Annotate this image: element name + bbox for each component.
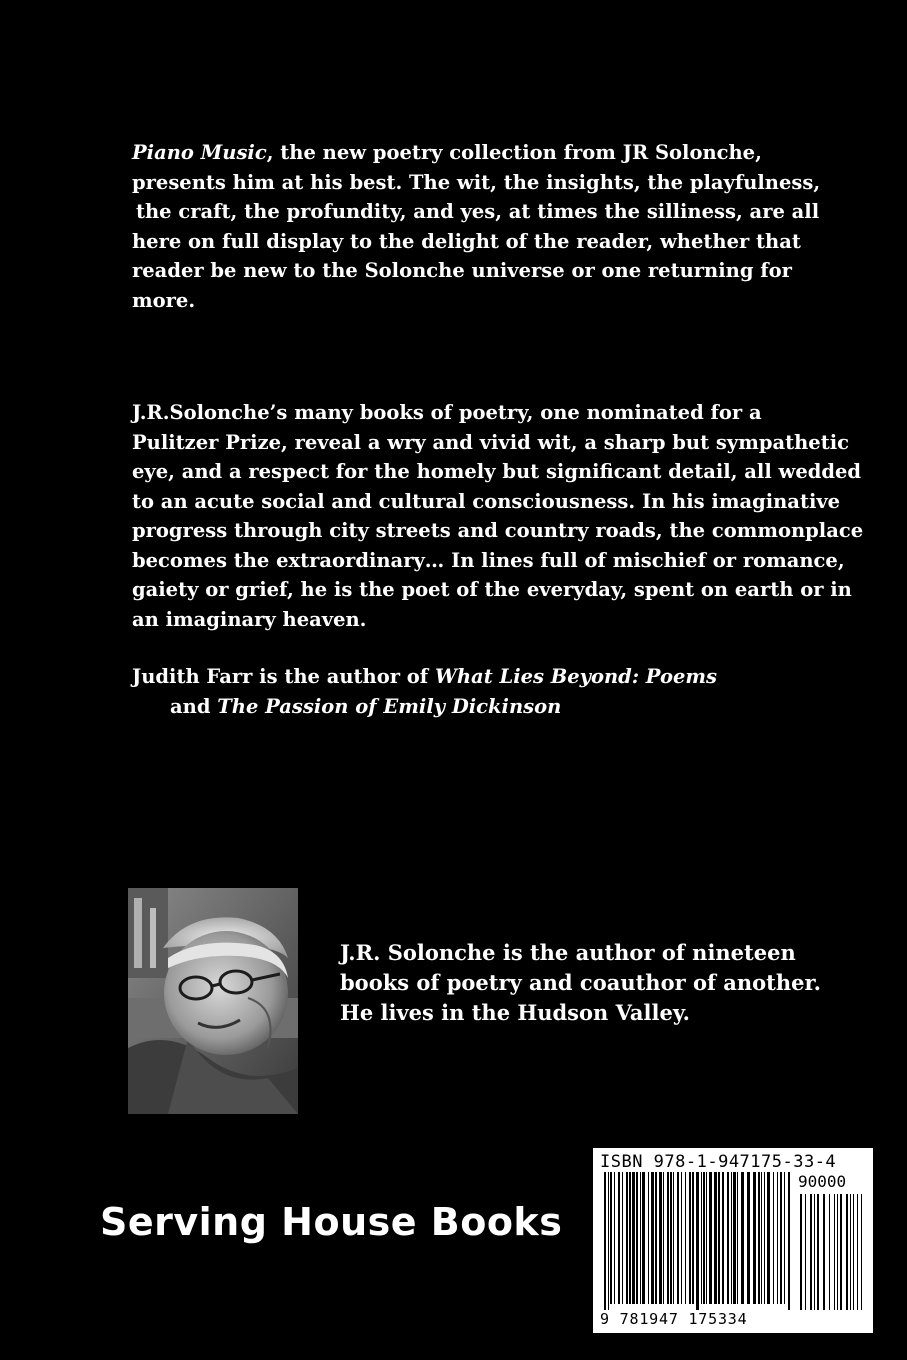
barcode-bar xyxy=(703,1172,705,1304)
barcode-bar xyxy=(632,1172,635,1304)
blurb-line: presents him at his best. The wit, the insights, the playfulness, xyxy=(132,170,821,194)
addon-bar xyxy=(834,1194,835,1310)
blurb-line: more. xyxy=(132,288,196,312)
barcode-bar xyxy=(764,1172,765,1304)
book-title: Piano Music xyxy=(132,141,267,164)
barcode-bar xyxy=(692,1172,694,1304)
addon-bar xyxy=(817,1194,819,1310)
addon-bar xyxy=(861,1194,862,1310)
barcode-bar xyxy=(604,1172,606,1310)
praise-line: becomes the extraordinary… In lines full of mischief or romance, xyxy=(132,548,845,572)
praise-line: gaiety or grief, he is the poet of the everyday, spent on earth or in xyxy=(132,578,852,601)
praise-line: Pulitzer Prize, reveal a wry and vivid wit, a sharp but sympathetic xyxy=(132,430,849,454)
addon-bar xyxy=(846,1194,848,1310)
attribution-book-2: The Passion of Emily Dickinson xyxy=(217,694,562,718)
barcode-bar xyxy=(731,1172,732,1304)
barcode-bar xyxy=(659,1172,662,1304)
barcode-bar xyxy=(618,1172,620,1304)
attribution-and: and xyxy=(170,694,218,718)
barcode-bar xyxy=(696,1172,699,1310)
praise-paragraph xyxy=(132,398,864,634)
barcode-bar xyxy=(706,1172,707,1304)
praise-line: progress through city streets and country roads, the commonplace xyxy=(132,519,864,542)
bio-line: J.R. Solonche is the author of nineteen xyxy=(340,940,796,965)
barcode-bar xyxy=(767,1172,770,1304)
barcode-bar xyxy=(747,1172,750,1304)
blurb-line xyxy=(132,138,832,168)
addon-bar xyxy=(814,1194,815,1310)
bio-line: He lives in the Hudson Valley. xyxy=(340,1000,690,1025)
addon-bar xyxy=(829,1194,830,1310)
addon-bar xyxy=(805,1194,806,1310)
barcode-bar xyxy=(626,1172,628,1304)
barcode-bar xyxy=(709,1172,712,1304)
barcode-bar xyxy=(788,1172,790,1310)
barcode-bar xyxy=(655,1172,657,1304)
addon-bar xyxy=(853,1194,854,1310)
author-bio xyxy=(340,938,821,1028)
barcode-bar xyxy=(629,1172,631,1304)
attribution-prefix: Judith Farr is the author of xyxy=(132,665,435,688)
attribution-line xyxy=(132,662,832,692)
barcode-bar xyxy=(608,1172,609,1310)
barcode-bar xyxy=(777,1172,778,1304)
barcode-bar xyxy=(673,1172,674,1304)
barcode-bar xyxy=(780,1172,782,1304)
barcode-bar xyxy=(622,1172,623,1304)
barcode-bar xyxy=(714,1172,717,1304)
barcode-bar xyxy=(718,1172,720,1304)
barcode-bar xyxy=(640,1172,641,1304)
price-code: 90000 xyxy=(798,1172,847,1191)
bio-line: books of poetry and coauthor of another. xyxy=(340,970,821,995)
barcode-bar xyxy=(651,1172,654,1304)
addon-bar xyxy=(810,1194,812,1310)
addon-bar xyxy=(800,1194,802,1310)
blurb-line: the craft, the profundity, and yes, at times the silliness, are all xyxy=(136,200,820,223)
isbn-label: ISBN 978-1-947175-33-4 xyxy=(600,1152,837,1172)
praise-line: to an acute social and cultural consciousness. In his imaginative xyxy=(132,489,841,513)
barcode-bars xyxy=(600,1172,868,1312)
attribution-line xyxy=(132,692,832,722)
barcode-bar xyxy=(758,1172,760,1304)
barcode-bar xyxy=(636,1172,638,1304)
praise-line: J.R.Solonche’s many books of poetry, one nominated for a xyxy=(132,401,762,424)
praise-attribution xyxy=(132,662,832,721)
attribution-book-1: What Lies Beyond: Poems xyxy=(434,665,717,688)
barcode-bar xyxy=(681,1172,682,1304)
addon-bar xyxy=(823,1194,825,1310)
addon-bar xyxy=(850,1194,851,1310)
author-photo xyxy=(128,888,298,1114)
barcode-bar xyxy=(737,1172,738,1304)
barcode-bar xyxy=(784,1172,785,1304)
publisher-name: Serving House Books xyxy=(100,1200,563,1244)
blurb-line: reader be new to the Solonche universe or one returning for xyxy=(132,259,792,282)
barcode-digits: 9 781947 175334 xyxy=(600,1310,748,1328)
addon-bar xyxy=(840,1194,842,1310)
blurb-paragraph xyxy=(132,138,832,315)
barcode-bar xyxy=(667,1172,669,1304)
barcode-bar xyxy=(663,1172,664,1304)
barcode-bar xyxy=(614,1172,615,1304)
barcode-bar xyxy=(733,1172,736,1304)
praise-line: eye, and a respect for the homely but significant detail, all wedded xyxy=(132,460,862,483)
blurb-line-rest: , the new poetry collection from JR Solonche, xyxy=(266,141,762,164)
barcode-bar xyxy=(727,1172,729,1304)
barcode-bar xyxy=(677,1172,679,1304)
barcode-bar xyxy=(741,1172,744,1304)
blurb-line: here on full display to the delight of the reader, whether that xyxy=(132,229,801,253)
barcode-bar xyxy=(701,1172,702,1304)
barcode-bar xyxy=(670,1172,672,1304)
barcode-bar xyxy=(689,1172,691,1304)
barcode-bar xyxy=(722,1172,724,1304)
barcode-bar xyxy=(685,1172,686,1304)
addon-bar xyxy=(857,1194,858,1310)
barcode-bar xyxy=(648,1172,649,1304)
barcode-bar xyxy=(610,1172,612,1304)
barcode-bar xyxy=(642,1172,645,1304)
addon-bar xyxy=(837,1194,838,1310)
barcode-bar xyxy=(753,1172,756,1304)
praise-line: an imaginary heaven. xyxy=(132,607,367,631)
barcode-bar xyxy=(773,1172,774,1304)
barcode-bar xyxy=(761,1172,762,1304)
